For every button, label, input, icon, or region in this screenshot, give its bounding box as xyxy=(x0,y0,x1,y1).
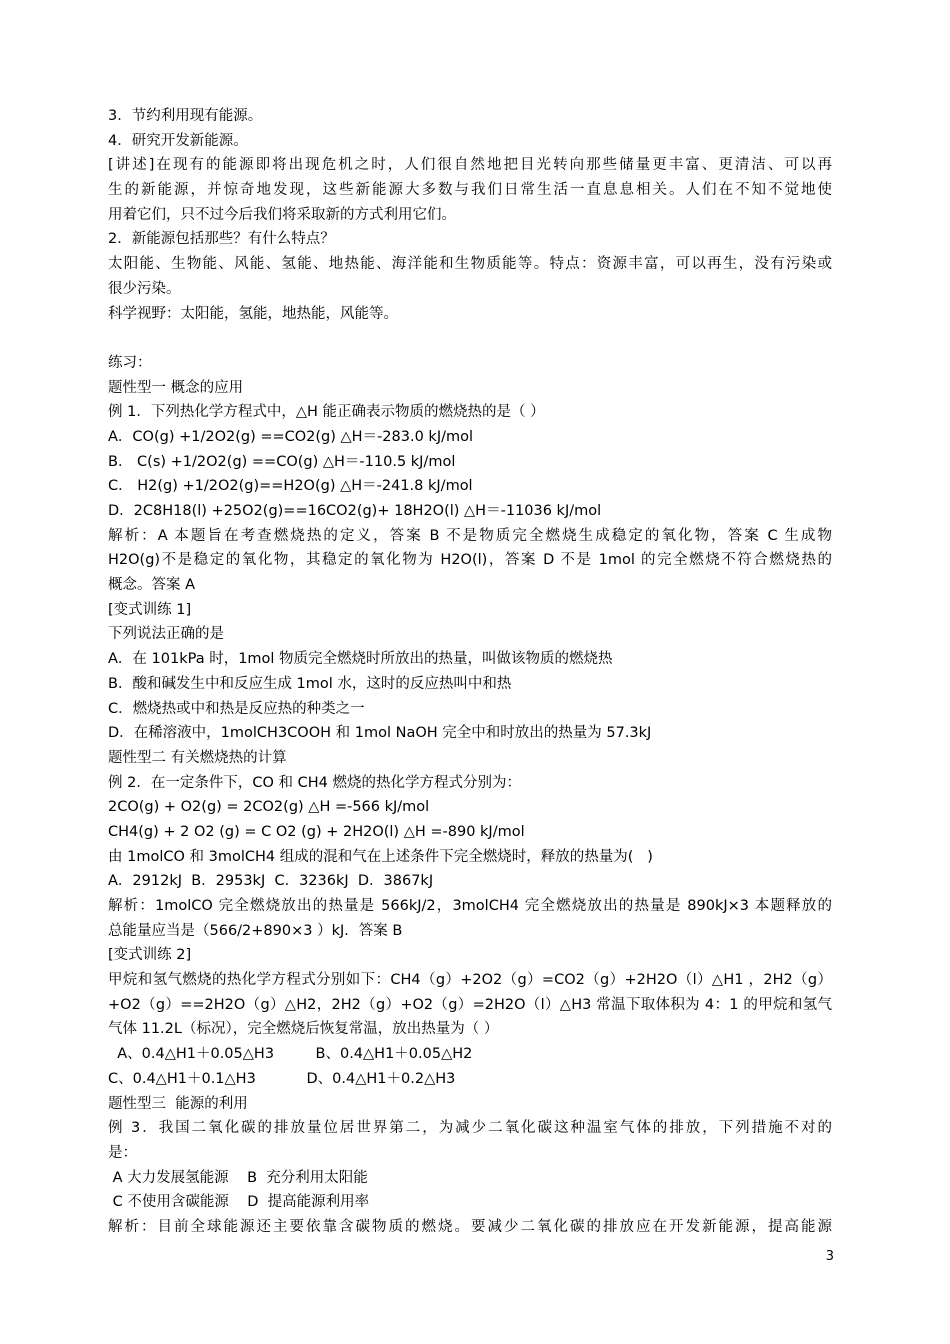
blank-line xyxy=(108,326,832,351)
text-line: 例 1．下列热化学方程式中，△H 能正确表示物质的燃烧热的是（ ） xyxy=(108,404,545,421)
text-line: H2O(g)不是稳定的氧化物，其稳定的氧化物为 H2O(l)，答案 D 不是 1mol 的完全燃烧不符合燃烧热的 xyxy=(108,552,832,569)
text-line: [变式训练 1] xyxy=(108,601,192,618)
text-line: [讲述]在现有的能源即将出现危机之时，人们很自然地把目光转向那些储量更丰富、更清洁、可以再 xyxy=(108,157,832,174)
text-line: 下列说法正确的是 xyxy=(108,626,224,643)
text-line: 例 3．我国二氧化碳的排放量位居世界第二，为减少二氧化碳这种温室气体的排放，下列措施不对的 xyxy=(108,1120,832,1137)
text-line: 总能量应当是（566/2+890×3 ）kJ．答案 B xyxy=(108,922,403,939)
text-line: C．燃烧热或中和热是反应热的种类之一 xyxy=(108,700,365,717)
text-line: 2CO(g) + O2(g) = 2CO2(g) △H =-566 kJ/mol xyxy=(108,799,430,816)
text-line: 题性型一 概念的应用 xyxy=(108,379,244,396)
text-line: 是： xyxy=(108,1144,137,1161)
text-line: +O2（g）==2H2O（g）△H2，2H2（g）+O2（g）=2H2O（l）△H3 常温下取体积为 4：1 的甲烷和氢气 xyxy=(108,996,832,1013)
text-line: 解析：1molCO 完全燃烧放出的热量是 566kJ/2，3molCH4 完全燃烧放出的热量是 890kJ×3 本题释放的 xyxy=(108,898,832,914)
text-line: CH4(g) + 2 O2 (g) = C O2 (g) + 2H2O(l) △H =-890 kJ/mol xyxy=(108,823,525,840)
text-line: 例 2．在一定条件下，CO 和 CH4 燃烧的热化学方程式分别为： xyxy=(108,774,521,791)
document-body xyxy=(108,104,832,1240)
page-number: 3 xyxy=(825,1249,834,1264)
text-line: C 不使用含碳能源 D 提高能源利用率 xyxy=(108,1194,370,1211)
text-line: 2．新能源包括那些？有什么特点？ xyxy=(108,231,335,248)
text-line: 4．研究开发新能源。 xyxy=(108,132,248,149)
text-line: D．在稀溶液中，1molCH3COOH 和 1mol NaOH 完全中和时放出的热量为 57.3kJ xyxy=(108,725,652,742)
text-line: 题性型二 有关燃烧热的计算 xyxy=(108,749,287,766)
text-line: A．2912kJ B．2953kJ C．3236kJ D．3867kJ xyxy=(108,873,434,890)
text-line: 3．节约利用现有能源。 xyxy=(108,108,263,124)
text-line: B．酸和碱发生中和反应生成 1mol 水，这时的反应热叫中和热 xyxy=(108,675,512,692)
text-line: C、0.4△H1＋0.1△H3 D、0.4△H1＋0.2△H3 xyxy=(108,1070,456,1087)
text-line: A 大力发展氢能源 B 充分利用太阳能 xyxy=(108,1169,368,1186)
text-line: 解析：A 本题旨在考查燃烧热的定义，答案 B 不是物质完全燃烧生成稳定的氧化物，答案 C 生成物 xyxy=(108,527,832,544)
text-line: [变式训练 2] xyxy=(108,947,192,964)
text-line: 气体 11.2L（标况），完全燃烧后恢复常温，放出热量为（ ） xyxy=(108,1021,499,1038)
text-line: A．CO(g) +1/2O2(g) ==CO2(g) △H＝-283.0 kJ/mol xyxy=(108,428,474,445)
text-line: A．在 101kPa 时，1mol 物质完全燃烧时所放出的热量，叫做该物质的燃烧热 xyxy=(108,651,613,668)
text-line: 用着它们，只不过今后我们将采取新的方式利用它们。 xyxy=(108,206,456,223)
text-line: 生的新能源，并惊奇地发现，这些新能源大多数与我们日常生活一直息息相关。人们在不知不觉地使 xyxy=(108,182,832,199)
text-line: 甲烷和氢气燃烧的热化学方程式分别如下：CH4（g）+2O2（g）=CO2（g）+2H2O（l）△H1 ，2H2（g） xyxy=(108,972,832,989)
text-line: 练习： xyxy=(108,354,152,371)
text-line: A、0.4△H1＋0.05△H3 B、0.4△H1＋0.05△H2 xyxy=(108,1046,473,1063)
text-line: D．2C8H18(l) +25O2(g)==16CO2(g)+ 18H2O(l) △H＝-11036 kJ/mol xyxy=(108,503,602,519)
text-line: B． C(s) +1/2O2(g) ==CO(g) △H＝-110.5 kJ/mol xyxy=(108,453,456,470)
text-line: 概念。答案 A xyxy=(108,577,196,594)
text-line: 太阳能、生物能、风能、氢能、地热能、海洋能和生物质能等。特点：资源丰富，可以再生，没有污染或 xyxy=(108,256,832,273)
text-line: 由 1molCO 和 3molCH4 组成的混和气在上述条件下完全燃烧时，释放的热量为( ) xyxy=(108,848,653,865)
text-line: C． H2(g) +1/2O2(g)==H2O(g) △H＝-241.8 kJ/mol xyxy=(108,478,473,495)
text-line: 解析：目前全球能源还主要依靠含碳物质的燃烧。要减少二氧化碳的排放应在开发新能源，提高能源 xyxy=(108,1218,832,1235)
text-line: 题性型三 能源的利用 xyxy=(108,1095,248,1112)
text-line: 科学视野：太阳能，氢能，地热能，风能等。 xyxy=(108,305,398,322)
text-line: 很少污染。 xyxy=(108,280,181,297)
